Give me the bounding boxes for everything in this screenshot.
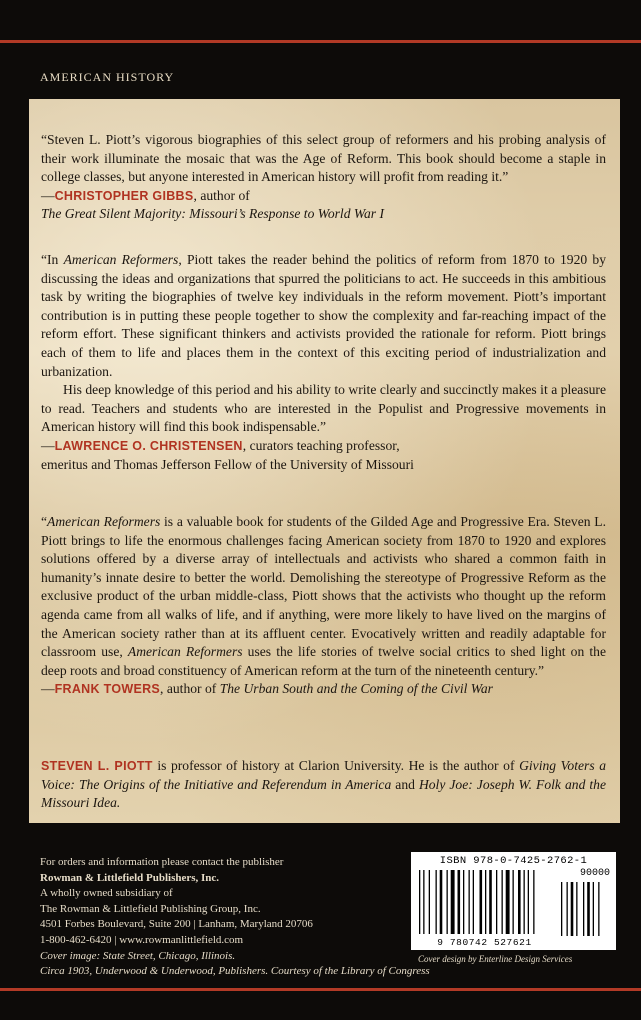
review-2-para-1: “In American Reformers, Piott takes the reader behind the politics of reform from 1870 to 1920 by discussing the ideas and organizations that spurred the politicians to act. He succeeds in this ambitious task by writing the biographies of twelve key individuals in the reform movement. Piott’s important contribution is in putting these people together to show the complexity and far-reaching impact of the reform effort. These significant thinkers and activists provided the rationale for reform. Piott brings each of them to life and places them in the context of this exciting period of industrialization and urbanization. (41, 252, 606, 379)
reviewer-name: FRANK TOWERS (54, 682, 161, 697)
reviewer-name: LAWRENCE O. CHRISTENSEN (54, 438, 243, 453)
author-bio: STEVEN L. PIOTT is professor of history at Clarion University. He is the author of Giving Voters a Voice: The Origins of the Initiative and Referendum in America and Holy Joe: Joseph W. Folk and the Missouri Idea. (41, 758, 606, 811)
cover-image-credit: Cover image: State Street, Chicago, Illinois. (40, 949, 236, 962)
review-2-attribution: —LAWRENCE O. CHRISTENSEN, curators teaching professor, (41, 437, 400, 453)
review-1 (41, 131, 606, 224)
review-panel (29, 99, 620, 823)
isbn-text: ISBN 978-0-7425-2762-1 (439, 855, 588, 867)
review-3-attribution: —FRANK TOWERS, author of The Urban South and the Coming of the Civil War (41, 681, 493, 697)
review-2-affiliation: emeritus and Thomas Jefferson Fellow of the University of Missouri (41, 456, 414, 472)
review-1-text: “Steven L. Piott’s vigorous biographies of this select group of reformers and his probing analysis of their work illuminate the mosaic that was the Age of Reform. This book should become a staple in college classes, but anyone interested in American history will profit from reading it.” (41, 132, 606, 185)
isbn-barcode (411, 852, 616, 950)
review-3-text: “American Reformers is a valuable book for students of the Gilded Age and Progressive Era. Steven L. Piott brings to life the enormous challenges facing American society from 1870 to 1920 and explores solutions offered by a diverse array of intellectuals and activists who shared a common faith in humanity’s innate desire to better the world. Demolishing the stereotype of Progressive Reform as the exclusive product of the urban middle-class, Piott shows that the activists who thought up the reform agenda came from all walks of life, and if anything, were more likely to have lived on the margins of the American society rather than at its affluent center. Evocatively written and readily adaptable for classroom use, American Reformers uses the life stories of twelve social critics to shed light on the deep roots and broad constituency of American reform at the turn of the nineteenth century.” (41, 514, 606, 678)
reviewer-name: CHRISTOPHER GIBBS (54, 188, 194, 203)
review-2 (41, 251, 606, 474)
publisher-name: Rowman & Littlefield Publishers, Inc. (40, 871, 220, 884)
review-3 (41, 513, 606, 699)
top-red-rule (0, 40, 641, 43)
price-code: 90000 (579, 868, 610, 879)
review-2-para-2: His deep knowledge of this period and his ability to write clearly and succinctly makes it a pleasure to read. Teachers and students who are interested in the Populist and Progressive movements in American history will find this book indispensable.” (41, 382, 606, 435)
bottom-red-rule (0, 988, 641, 991)
design-credit: Cover design by Enterline Design Services (418, 954, 573, 964)
review-1-work: The Great Silent Majority: Missouri’s Response to World War I (41, 206, 384, 222)
cover-image-credit-2: Circa 1903, Underwood & Underwood, Publishers. Courtesy of the Library of Congress (40, 965, 430, 978)
series-label: AMERICAN HISTORY (40, 70, 175, 84)
ean-digits: 9 780742 527621 (437, 937, 532, 948)
publisher-info: For orders and information please contact the publisher Rowman & Littlefield Publishers, Inc. A wholly owned subsidiary of The Rowman & Littlefield Publishing Group, Inc. 4501 Forbes Boulevard, Suite 200 | Lanham, Maryland 20706 1-800-462-6420 | www.rowmanlittlefield.com Cover image: State Street, Chicago, Illinois. Circa 1903, Underwood & Underwood, Publishers. Courtesy of the Library of Congress (40, 855, 430, 980)
barcode-bars (419, 870, 609, 936)
author-name: STEVEN L. PIOTT (41, 759, 153, 773)
review-1-attribution: —CHRISTOPHER GIBBS, author of (41, 187, 250, 203)
